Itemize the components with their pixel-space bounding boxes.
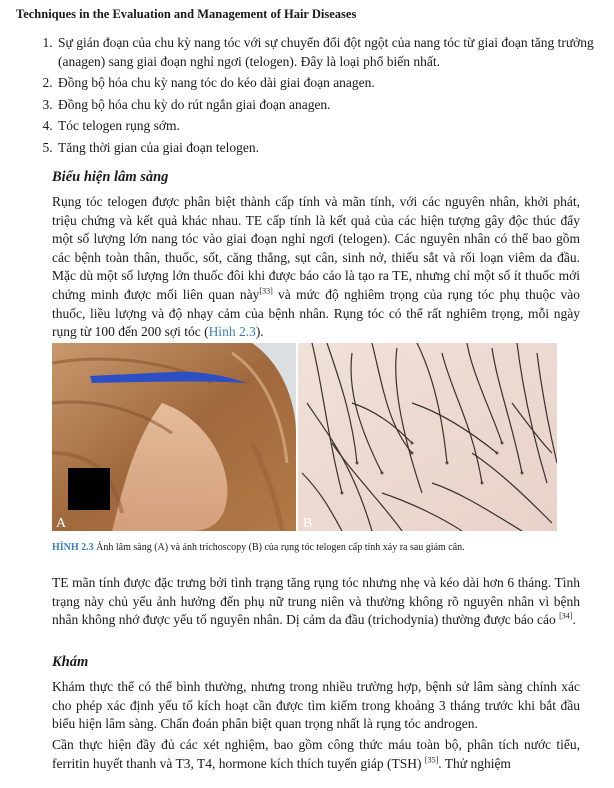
figure-link[interactable]: Hình 2.3 — [208, 324, 256, 340]
section-heading-exam: Khám — [52, 654, 89, 670]
paragraph-chronic — [52, 574, 580, 630]
mechanism-list — [34, 34, 612, 160]
paragraph-text: Rụng tóc telogen được phân biệt thành cấp tính và mãn tính, với các nguyên nhân, khởi phát, triệu chứng và kết quả khác nhau. TE cấp tính là kết quả của các hiện tượng gây độc thúc đẩy một số lượng lớn nang tóc vào giai đoạn nghỉ ngơi (telogen). Các nguyên nhân có thể bao gồm các bệnh toàn thân, thuốc, sốt, căng thẳng, sụt cân, sinh nở, thiếu sắt và rối loạn viêm da đầu. Mặc dù một số lượng lớn thuốc đôi khi được báo cáo là tạo ra TE, nhưng chỉ một số ít thuốc mới chứng minh được mối liên quan này — [52, 194, 580, 302]
citation: [35] — [424, 755, 439, 765]
running-header: Techniques in the Evaluation and Management of Hair Diseases — [16, 7, 357, 21]
paragraph-text: TE mãn tính được đặc trưng bởi tình trạng tăng rụng tóc nhưng nhẹ và kéo dài hơn 6 tháng. Tình trạng này chủ yếu ảnh hưởng đến phụ nữ trung niên và thường không rõ nguyên nhân vì bệnh nhân không nhớ được yếu tố nguyên nhân. Dị cảm da đầu (trichodynia) thường được báo cáo — [52, 575, 580, 628]
list-item: 1. Sự gián đoạn của chu kỳ nang tóc với sự chuyển đổi đột ngột của nang tóc từ giai đoạn tăng trưởng (anagen) sang giai đoạn nghỉ ngơi (telogen). Đây là loại phổ biến nhất. — [56, 34, 612, 71]
figure-2-3 — [52, 343, 557, 531]
panel-label-b: B — [303, 516, 313, 531]
list-item: 5. Tăng thời gian của giai đoạn telogen. — [56, 139, 612, 158]
privacy-mask — [68, 468, 110, 510]
paragraph-tests — [52, 736, 580, 773]
caption-label: HÌNH 2.3 — [52, 542, 94, 553]
list-item: 2. Đồng bộ hóa chu kỳ nang tóc do kéo dài giai đoạn anagen. — [56, 74, 612, 93]
list-item: 3. Đồng bộ hóa chu kỳ do rút ngắn giai đoạn anagen. — [56, 96, 612, 115]
section-heading-clinical: Biểu hiện lâm sàng — [52, 169, 169, 185]
figure-image — [52, 343, 557, 531]
paragraph-clinical — [52, 193, 580, 342]
caption-text: Ảnh lâm sàng (A) và ảnh trichoscopy (B) của rụng tóc telogen cấp tính xảy ra sau giảm cân. — [93, 542, 465, 553]
panel-a-photo — [52, 343, 296, 531]
paragraph-exam — [52, 678, 580, 734]
paragraph-text: Khám thực thể có thể bình thường, nhưng trong nhiều trường hợp, bệnh sử lâm sàng chính xác cho phép xác định yếu tố kích hoạt cần được tìm kiếm trong khoảng 3 tháng trước khi bắt đầu biểu hiện lâm sàng. Chẩn đoán phân biệt quan trọng nhất là rụng tóc androgen. — [52, 679, 580, 732]
figure-caption — [52, 541, 582, 554]
paragraph-text: ). — [255, 324, 264, 340]
panel-b-photo — [298, 343, 557, 531]
paragraph-text: và mức độ nghiêm trọng của rụng tóc phụ thuộc vào thuốc, liều lượng và độ nhạy cảm của bệnh nhân. Rụng tóc có thể rất nghiêm trọng, mỗi ngày rụng từ 100 đến 200 sợi tóc ( — [52, 286, 580, 340]
citation: [33] — [259, 286, 273, 296]
paragraph-text: Cần thực hiện đầy đủ các xét nghiệm, bao gồm công thức máu toàn bộ, phân tích nước tiểu, ferritin huyết thanh và T3, T4, hormone kích thích tuyến giáp (TSH) — [52, 737, 580, 771]
list-item: 4. Tóc telogen rụng sớm. — [56, 117, 612, 136]
paragraph-text: . — [572, 612, 576, 628]
citation: [34] — [559, 611, 573, 621]
panel-label-a: A — [56, 516, 67, 531]
paragraph-text: . Thử nghiệm — [438, 755, 511, 771]
